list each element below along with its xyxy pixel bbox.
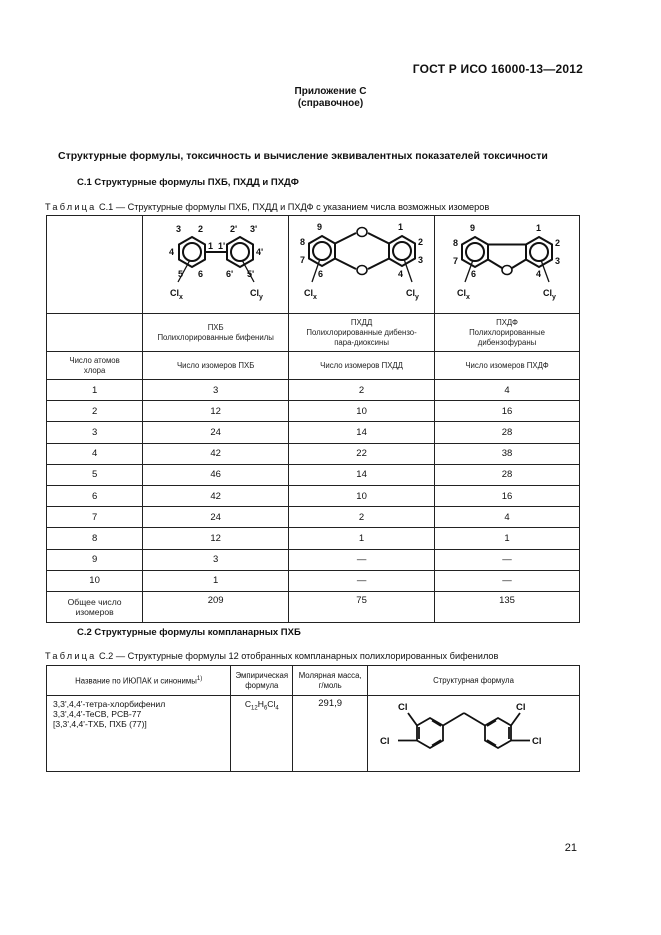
- pcdf-ring-left-circle: [466, 243, 484, 261]
- pcdf-count: 4: [435, 507, 580, 528]
- isomer-table: [46, 215, 580, 623]
- pcdf-pos-2: 2: [555, 238, 561, 248]
- pcdd-fullname-2: пара-диоксины: [334, 337, 389, 347]
- pcdf-count: —: [435, 549, 580, 570]
- isomer-rows: [47, 380, 580, 592]
- pcdd-count: 2: [289, 507, 435, 528]
- pcb77-molar-mass: 291,9: [293, 696, 368, 772]
- section-title: Структурные формулы, токсичность и вычисление эквивалентных показателей токсичности: [58, 150, 548, 162]
- pcdd-pos-7: 7: [299, 255, 305, 265]
- pcb-count: 42: [143, 443, 289, 464]
- pcdf-clx: $Cl_x$: [457, 288, 470, 301]
- total-pcb: 209: [143, 591, 289, 622]
- pcdf-count: 28: [435, 422, 580, 443]
- pcb-count: 12: [143, 528, 289, 549]
- footnote-ref: 1): [196, 676, 203, 683]
- pcb77-bond-b: [464, 713, 485, 726]
- names-row: [47, 314, 580, 352]
- molar-mass-header-2: г/моль: [318, 680, 342, 690]
- molar-mass-header: [293, 666, 368, 696]
- pcdd-clx: $Cl_x$: [303, 288, 317, 301]
- empty-cell: [47, 216, 143, 314]
- annex-kind: (справочное): [297, 98, 364, 109]
- chlorine-count: 1: [47, 380, 143, 401]
- isomer-row: [47, 443, 580, 464]
- pcb-ring-left-circle: [183, 243, 201, 261]
- pcb-pos-1: 1: [207, 241, 213, 251]
- pcdf-name-cell: [435, 314, 580, 352]
- total-label: [47, 591, 143, 622]
- formula-header: [231, 666, 293, 696]
- table1-caption: [45, 202, 489, 212]
- isomer-row: [47, 464, 580, 485]
- chlorine-count-header-2: хлора: [83, 365, 106, 375]
- isomer-row: [47, 401, 580, 422]
- pcdf-count: 16: [435, 401, 580, 422]
- subsection-title-c2: С.2 Структурные формулы компланарных ПХБ: [77, 627, 301, 638]
- iupac-name-header: [47, 666, 231, 696]
- pcb-pos-3p: 3': [249, 224, 257, 234]
- isomer-row: [47, 507, 580, 528]
- pcdf-pos-9: 9: [470, 223, 476, 233]
- pcb77-cl-bond-1: [408, 713, 417, 726]
- pcdd-oxygen-bottom: [357, 266, 367, 275]
- pcdd-count: 10: [289, 485, 435, 506]
- pcdd-count: 10: [289, 401, 435, 422]
- column-header-row: [47, 352, 580, 380]
- pcdf-ring-right-circle: [530, 243, 548, 261]
- pcb-pos-5p: 5': [246, 269, 254, 279]
- pcdd-count: —: [289, 549, 435, 570]
- pcdd-pos-8: 8: [299, 237, 305, 247]
- formula-header-1: Эмпирическая: [235, 670, 289, 680]
- structure-row: [47, 216, 580, 314]
- pcdf-count: 4: [435, 380, 580, 401]
- chlorine-count-header-1: Число атомов: [69, 355, 120, 365]
- pcdf-fullname-2: дибензофураны: [477, 337, 537, 347]
- pcdd-ring-right-circle: [393, 242, 411, 260]
- pcb-count-header: Число изомеров ПХБ: [143, 352, 289, 380]
- chlorine-count: 8: [47, 528, 143, 549]
- pcb-count: 12: [143, 401, 289, 422]
- isomer-row: [47, 570, 580, 591]
- isomer-row: [47, 549, 580, 570]
- pcb-fullname: Полихлорированные бифенилы: [157, 332, 274, 342]
- pcdd-count: 14: [289, 464, 435, 485]
- pcdd-count: 1: [289, 528, 435, 549]
- pcdd-ring-left-circle: [313, 242, 331, 260]
- formula-header-2: формула: [245, 680, 279, 690]
- table2-header-row: [47, 666, 580, 696]
- pcdf-oxygen: [502, 266, 512, 275]
- page-number: 21: [564, 842, 577, 854]
- pcb-structure-cell: [143, 216, 289, 314]
- pcb-pos-6: 6: [197, 269, 203, 279]
- table1-caption-text: С.1 — Структурные формулы ПХБ, ПХДД и ПХДФ с указанием числа возможных изомеров: [96, 202, 490, 212]
- pcb-name-cell: [143, 314, 289, 352]
- pcb77-cl-2: Cl: [379, 736, 390, 747]
- pcb77-name-cell: [47, 696, 231, 772]
- pcdd-oxygen-top: [357, 228, 367, 237]
- pcb-ring-right-circle: [231, 243, 249, 261]
- chlorine-count: 10: [47, 570, 143, 591]
- pcdf-count-header: Число изомеров ПХДФ: [435, 352, 580, 380]
- pcdf-co-bond-left: [488, 260, 502, 269]
- pcdf-count: 16: [435, 485, 580, 506]
- pcdd-cly: $Cl_y$: [405, 288, 419, 301]
- pcb-count: 24: [143, 507, 289, 528]
- pcdd-count: —: [289, 570, 435, 591]
- pcdd-bond-2: [368, 233, 389, 244]
- pcb77-name-2: 3,3',4,4'-TeCB, PCB-77: [53, 709, 142, 719]
- pcb77-ring-left: [417, 718, 443, 748]
- isomer-row: [47, 485, 580, 506]
- table2-row: [47, 696, 580, 772]
- pcdf-pos-3: 3: [555, 256, 561, 266]
- pcb-clx: $Cl_x$: [169, 288, 183, 301]
- pcb77-ring-right: [485, 718, 511, 748]
- pcb77-formula: $C_{12}H_6Cl_4$: [231, 696, 293, 772]
- pcdf-pos-1: 1: [536, 223, 542, 233]
- pcb-pos-6p: 6': [225, 269, 233, 279]
- pcb77-cl-4: Cl: [531, 736, 542, 747]
- pcdd-abbr: ПХДД: [350, 317, 373, 327]
- pcdd-count: 14: [289, 422, 435, 443]
- pcb-cly: $Cl_y$: [249, 288, 263, 301]
- chlorine-count: 5: [47, 464, 143, 485]
- pcdf-count: —: [435, 570, 580, 591]
- pcb-count: 24: [143, 422, 289, 443]
- subsection-title-c1: С.1 Структурные формулы ПХБ, ПХДД и ПХДФ: [77, 177, 299, 188]
- standard-header: ГОСТ Р ИСО 16000-13—2012: [412, 62, 583, 76]
- chlorine-count: 6: [47, 485, 143, 506]
- pcdf-count: 38: [435, 443, 580, 464]
- chlorine-count: 9: [47, 549, 143, 570]
- pcb77-structure-svg: [374, 696, 574, 768]
- total-pcdd: 75: [289, 591, 435, 622]
- pcb-pos-2p: 2': [229, 224, 237, 234]
- table2-caption: [45, 651, 498, 661]
- pcb-pos-4p: 4': [255, 247, 263, 257]
- pcb-count: 1: [143, 570, 289, 591]
- structure-header: Структурная формула: [368, 666, 580, 696]
- total-pcdf: 135: [435, 591, 580, 622]
- pcb-pos-1p: 1': [217, 241, 225, 251]
- total-label-2: изомеров: [75, 606, 114, 617]
- pcdf-structure-svg: [437, 216, 577, 310]
- pcdd-pos-6: 6: [317, 269, 323, 279]
- pcb77-bond-a: [443, 713, 464, 726]
- pcdf-pos-6: 6: [471, 269, 477, 279]
- pcdd-bond-3: [335, 259, 356, 270]
- isomer-row: [47, 422, 580, 443]
- chlorine-count: 4: [47, 443, 143, 464]
- table2-caption-text: С.2 — Структурные формулы 12 отобранных компланарных полихлорированных бифенилов: [96, 651, 499, 661]
- pcdf-count: 1: [435, 528, 580, 549]
- pcdd-pos-4: 4: [397, 269, 403, 279]
- coplanar-pcb-table: [46, 665, 580, 772]
- pcdd-pos-2: 2: [417, 237, 423, 247]
- pcb-count: 42: [143, 485, 289, 506]
- pcdd-pos-1: 1: [397, 222, 403, 232]
- isomer-row: [47, 380, 580, 401]
- pcdd-bond-4: [368, 259, 389, 270]
- pcdd-pos-3: 3: [417, 255, 423, 265]
- chlorine-count: 3: [47, 422, 143, 443]
- chlorine-count-header: [47, 352, 143, 380]
- pcb77-cl-1: Cl: [397, 702, 408, 713]
- pcb-pos-2: 2: [197, 224, 203, 234]
- iupac-name-header-text: Название по ИЮПАК и синонимы: [75, 676, 197, 686]
- annex-title: Приложение С: [294, 86, 367, 97]
- pcdd-count: 22: [289, 443, 435, 464]
- pcb-pos-5: 5: [177, 269, 183, 279]
- table2-caption-word: Таблица: [45, 651, 97, 661]
- pcdf-count: 28: [435, 464, 580, 485]
- pcdf-pos-7: 7: [453, 256, 459, 266]
- pcdd-structure-cell: [289, 216, 435, 314]
- pcdd-count: 2: [289, 380, 435, 401]
- pcb-pos-3: 3: [175, 224, 181, 234]
- pcb-pos-4: 4: [168, 247, 174, 257]
- pcdf-pos-8: 8: [453, 238, 459, 248]
- pcb77-cl-3: Cl: [515, 702, 526, 713]
- pcdf-pos-4: 4: [536, 269, 542, 279]
- pcdd-name-cell: [289, 314, 435, 352]
- pcb-count: 3: [143, 549, 289, 570]
- pcdd-pos-9: 9: [316, 222, 322, 232]
- isomer-row: [47, 528, 580, 549]
- total-label-1: Общее число: [67, 596, 122, 607]
- pcb-abbr: ПХБ: [207, 322, 224, 332]
- pcdd-structure-svg: [292, 216, 432, 310]
- pcb77-structure-cell: [368, 696, 580, 772]
- annex-heading: [0, 86, 661, 110]
- pcb-structure-svg: [146, 216, 286, 310]
- empty-cell: [47, 314, 143, 352]
- pcdf-structure-cell: [435, 216, 580, 314]
- table1-caption-word: Таблица: [45, 202, 97, 212]
- molar-mass-header-1: Молярная масса,: [298, 670, 362, 680]
- chlorine-count: 7: [47, 507, 143, 528]
- pcb77-cl-bond-3: [511, 713, 520, 726]
- pcb77-name-1: 3,3',4,4'-тетра-хлорбифенил: [53, 699, 166, 709]
- pcdd-bond-1: [335, 233, 356, 244]
- total-row: [47, 591, 580, 622]
- pcdf-fullname-1: Полихлорированные: [469, 327, 545, 337]
- pcb-count: 3: [143, 380, 289, 401]
- pcdf-co-bond-right: [512, 260, 526, 269]
- pcdf-cly: $Cl_y$: [543, 288, 556, 301]
- chlorine-count: 2: [47, 401, 143, 422]
- pcdd-fullname-1: Полихлорированные дибензо-: [306, 327, 417, 337]
- pcdd-count-header: Число изомеров ПХДД: [289, 352, 435, 380]
- pcdf-abbr: ПХДФ: [496, 317, 518, 327]
- pcb-count: 46: [143, 464, 289, 485]
- pcb77-name-3: [3,3',4,4'-ТХБ, ПХБ (77)]: [53, 719, 147, 729]
